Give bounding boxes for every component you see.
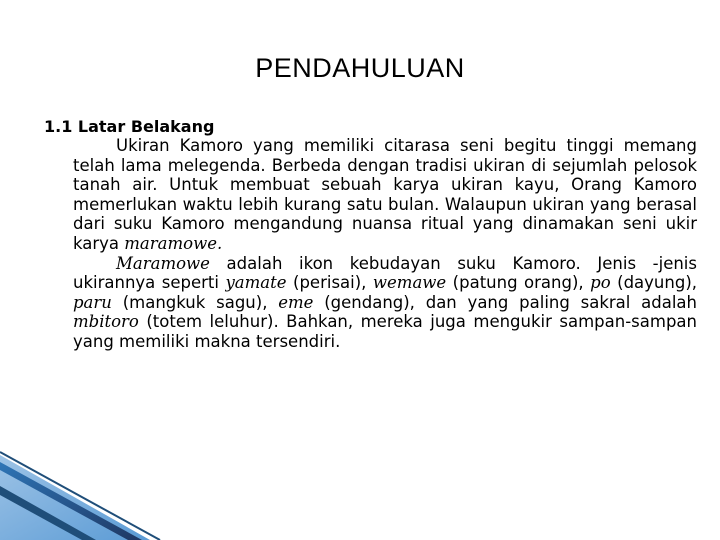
paragraph-2-text-4: (dayung), bbox=[610, 273, 698, 293]
stripe-mid bbox=[0, 486, 96, 540]
italic-yamate: yamate bbox=[225, 273, 287, 293]
paragraph-2 bbox=[73, 254, 697, 352]
paragraph-1-text: Ukiran Kamoro yang memiliki citarasa seni begitu tinggi memang telah lama melegenda. Berbeda dengan tradisi ukiran di sejumlah pelosok tanah air. Untuk membuat sebuah karya ukiran kayu, Orang Kamoro memerlukan waktu lebih kurang satu bulan. Walaupun ukiran yang berasal dari suku Kamoro mengandung nuansa ritual yang dinamakan seni ukir karya bbox=[73, 136, 697, 253]
body-text bbox=[73, 136, 697, 352]
paragraph-2-text-2: (perisai), bbox=[286, 273, 373, 293]
italic-mbitoro: mbitoro bbox=[73, 312, 139, 332]
italic-wemawe: wemawe bbox=[372, 273, 447, 293]
paragraph-2-text-3: (patung orang), bbox=[446, 273, 591, 293]
paragraph-2-italic-maramowe: Maramowe bbox=[116, 253, 210, 273]
section-heading: 1.1 Latar Belakang bbox=[44, 117, 215, 136]
stripe-thin-line bbox=[0, 452, 160, 540]
slide-title: PENDAHULUAN bbox=[255, 53, 465, 83]
stripe-dark bbox=[0, 462, 142, 540]
paragraph-1-italic-maramowe: maramowe. bbox=[124, 233, 223, 253]
italic-paru: paru bbox=[73, 292, 112, 312]
paragraph-2-text-1: adalah ikon kebudayan suku Kamoro. Jenis -jenis ukirannya seperti bbox=[73, 253, 697, 293]
italic-eme: eme bbox=[278, 292, 314, 312]
paragraph-2-text-7: (totem leluhur). Bahkan, mereka juga mengukir sampan-sampan yang memiliki makna tersendiri. bbox=[73, 312, 697, 351]
italic-po: po bbox=[590, 273, 611, 293]
paragraph-1 bbox=[73, 136, 697, 254]
paragraph-2-text-5: (mangkuk sagu), bbox=[111, 292, 279, 312]
paragraph-2-text-6: (gendang), dan yang paling sakral adalah bbox=[313, 292, 698, 312]
stripe-light bbox=[0, 455, 150, 540]
